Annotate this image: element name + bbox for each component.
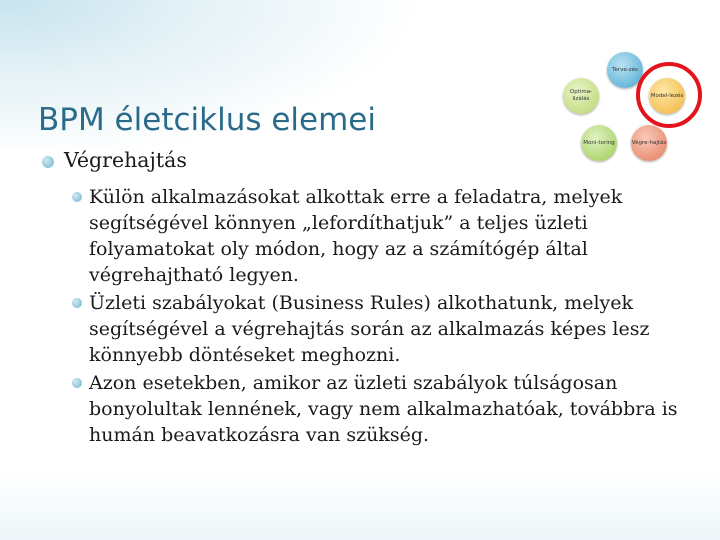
- bullet-dot-icon: [72, 378, 82, 388]
- node-optimalizalas: Optima-lizálás: [563, 78, 599, 114]
- sub-bullet-text: Azon esetekben, amikor az üzleti szabályok túlságosan bonyolultak lennének, vagy nem alkalmazhatóak, továbbra is humán beavatkozásra van szükség.: [89, 372, 678, 446]
- highlight-ring: [636, 62, 702, 128]
- sub-bullet: [72, 370, 682, 448]
- bullet-dot-icon: [42, 156, 54, 168]
- bullet-level1-text: Végrehajtás: [64, 148, 187, 172]
- node-tervezes: Terve-zés: [607, 52, 643, 88]
- bullet-list: [42, 148, 682, 450]
- node-vegrehajtas: Végre-hajtás: [631, 125, 667, 161]
- sub-bullet-list: [72, 184, 682, 448]
- node-modellezes: Model-lezés: [649, 78, 685, 114]
- sub-bullet-text: Üzleti szabályokat (Business Rules) alkothatunk, melyek segítségével a végrehajtás során az alkalmazás képes lesz könnyebb döntéseket meghozni.: [89, 292, 650, 366]
- background-gradient-bottom: [0, 470, 720, 540]
- sub-bullet-text: Külön alkalmazásokat alkottak erre a feladatra, melyek segítségével könnyen „lefordíthatjuk” a teljes üzleti folyamatokat oly módon, hogy az a számítógép által végrehajtható legyen.: [89, 186, 623, 286]
- bullet-level1: [42, 148, 682, 172]
- bullet-dot-icon: [72, 298, 82, 308]
- bullet-dot-icon: [72, 192, 82, 202]
- sub-bullet: [72, 184, 682, 288]
- node-monitoring: Moni-toring: [581, 125, 617, 161]
- slide-title: BPM életciklus elemei: [38, 102, 376, 138]
- sub-bullet: [72, 290, 682, 368]
